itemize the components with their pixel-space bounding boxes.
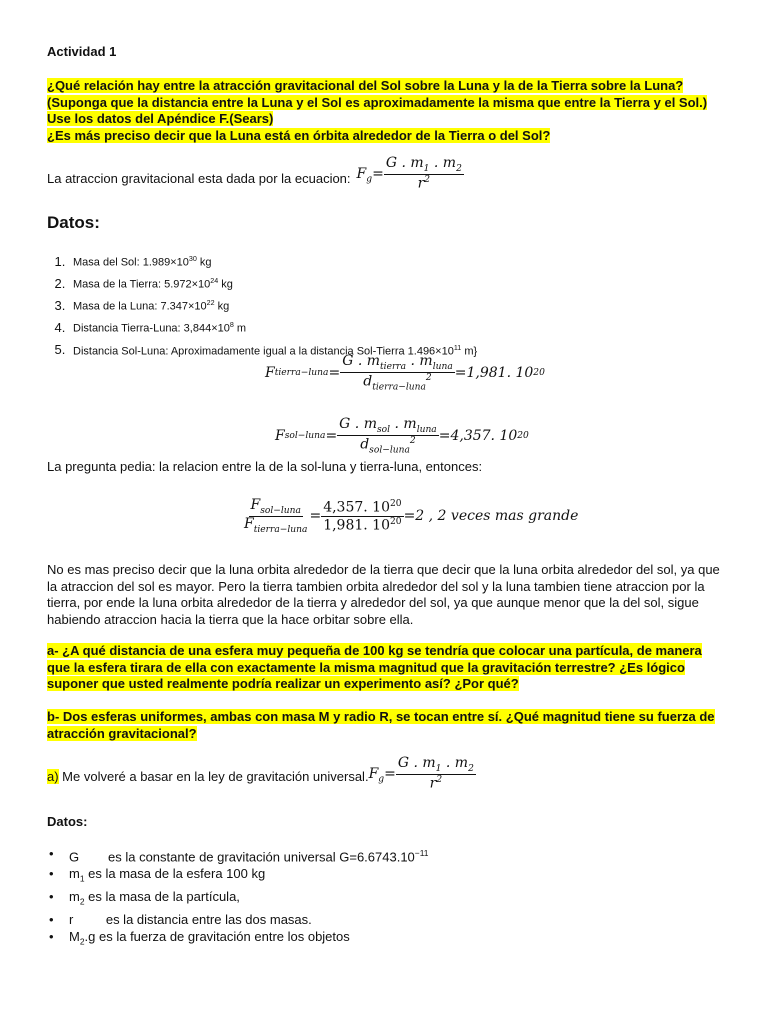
- ratio-equation: $\frac{F_{sol-luna}}{F_{tierra-luna}}$ = $\frac{4,357. 10^{20}}{1,981. 10^{20}}$ = 2 , 2 veces mas grande: [244, 497, 579, 535]
- gravity-formula-2: $F_g=$ $\frac{G . m_1 . m_2}{r^2}$: [368, 755, 474, 792]
- pregunta-text: La pregunta pedia: la relacion entre la de la sol-luna y tierra-luna, entonces:: [47, 459, 483, 474]
- datos2-list: [47, 845, 428, 950]
- equation-sol-luna: F sol−luna = $\frac{G . m_{sol} . m_{luna}}{d_{sol-luna}^2}$ = 4,357. 10 20: [275, 416, 529, 456]
- answer-a-text: Me volveré a basar en la ley de gravitación universal.: [58, 769, 369, 785]
- question-b: b- Dos esferas uniformes, ambas con masa M y radio R, se tocan entre sí. ¿Qué magnitud tiene su fuerza de atracción gravitacional?: [47, 709, 715, 741]
- question-block: [47, 78, 727, 144]
- answer-a-label: a): [47, 769, 59, 785]
- equation-tierra-luna: F tierra−luna = $\frac{G . m_{tierra} . m_{luna}}{d_{tierra-luna}^2}$ = 1,981. 10 20: [265, 353, 545, 393]
- list-item: 1. Masa del Sol: $1.989\times 10^{30}$ kg: [69, 250, 477, 272]
- list-item: • r es la distancia entre las dos masas.: [69, 911, 428, 928]
- datos-heading: Datos:: [47, 213, 100, 232]
- page-title: Actividad 1: [47, 44, 117, 59]
- list-item: 5. Distancia Sol-Luna: Aproximadamente igual a la distancia Sol-Tierra $1.496\times 10^{11}$ m}: [69, 339, 477, 361]
- list-item: 4. Distancia Tierra-Luna: $3,844\times 10^8$ m: [69, 316, 477, 338]
- datos2-heading: Datos:: [47, 814, 88, 829]
- question-data: Use los datos del Apéndice F.(Sears): [47, 111, 274, 126]
- list-item: • $M_2.g$ es la fuerza de gravitación entre los objetos: [69, 928, 428, 951]
- list-item: • G es la constante de gravitación universal $G=6.6743.10^{-11}$: [69, 845, 428, 865]
- question-orbit: ¿Es más preciso decir que la Luna está en órbita alrededor de la Tierra o del Sol?: [47, 127, 551, 143]
- question-main: ¿Qué relación hay entre la atracción gravitacional del Sol sobre la Luna y la de la Tierra sobre la Luna? (Suponga que la distancia entre la Luna y el Sol es aproximadamente la misma que entre la Tierra y el Sol.): [47, 78, 708, 110]
- list-item: • $m_1$ es la masa de la esfera 100 kg: [69, 865, 428, 888]
- question-a: a- ¿A qué distancia de una esfera muy pequeña de 100 kg se tendría que colocar una partícula, de manera que la esfera tirara de ella con exactamente la misma magnitud que la gravitación terrestre? ¿Es lógico suponer que usted realmente podría realizar un experimento así? ¿Por qué?: [47, 643, 702, 691]
- datos-list: [47, 250, 477, 361]
- gravity-formula: $F_g=$ $\frac{G . m_1 . m_2}{r^2}$: [356, 155, 462, 192]
- formula-intro: [47, 156, 464, 192]
- list-item: 3. Masa de la Luna: $7.347\times 10^{22}$ kg: [69, 294, 477, 316]
- answer-a: [47, 756, 476, 792]
- list-item: 2. Masa de la Tierra: $5.972\times 10^{24}$ kg: [69, 272, 477, 294]
- conclusion-paragraph: No es mas preciso decir que la luna orbita alrededor de la tierra que decir que la luna orbita alrededor del sol, ya que la atraccion del sol es mayor. Pero la tierra tambien orbita alrededor del sol y la luna tambien tiene atraccion por la tierra, por ende la luna orbita alrededor de la tierra y alrededor del sol, ya que aunque menor que la del sol, sigue habiendo atraccion hacia la tierra que la hace orbitar sobre ella.: [47, 562, 720, 627]
- intro-text: La atraccion gravitacional esta dada por la ecuacion:: [47, 171, 351, 187]
- list-item: • $m_2$ es la masa de la partícula,: [69, 888, 428, 911]
